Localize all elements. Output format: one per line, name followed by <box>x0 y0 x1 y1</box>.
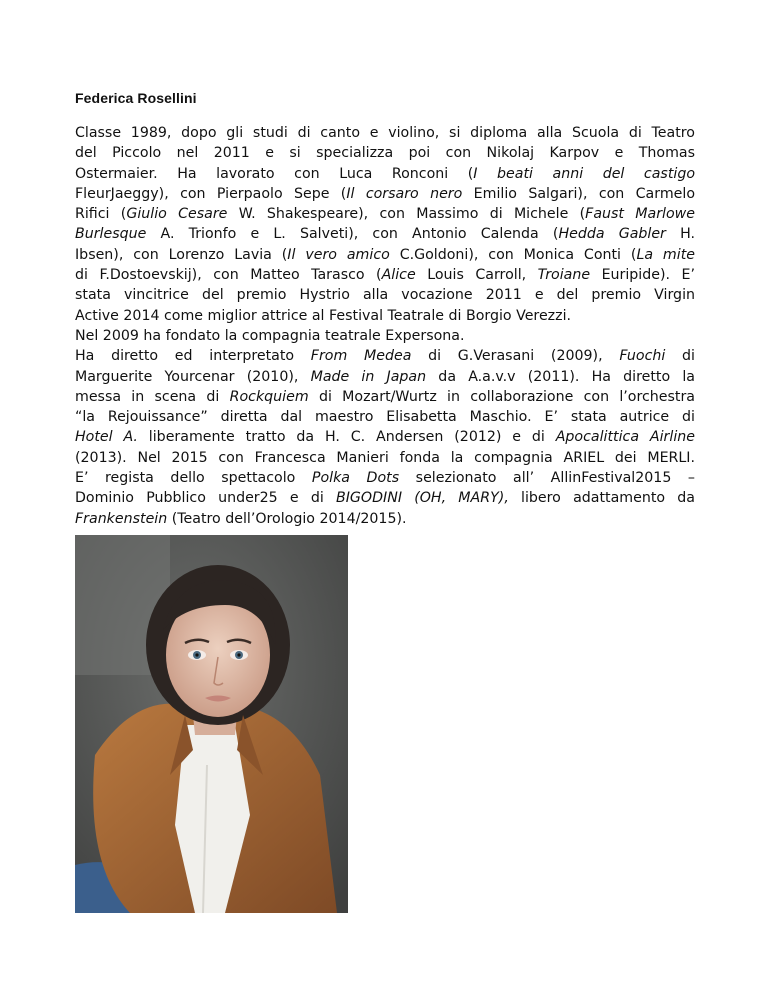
italic-title-text: Polka Dots <box>311 470 400 487</box>
bio-line <box>75 367 695 387</box>
bio-text: di F.Dostoevskij), con Matteo Tarasco ( <box>75 267 382 284</box>
bio-text: liberamente tratto da H. C. Andersen (2012) e di <box>137 429 556 446</box>
italic-title-text: Il vero amico <box>287 246 390 263</box>
bio-line <box>75 468 695 488</box>
bio-text: Ha diretto ed interpretato <box>75 348 311 365</box>
italic-title-text: Il corsaro nero <box>346 185 463 202</box>
bio-line <box>75 306 695 326</box>
italic-title-text: La mite <box>636 246 695 263</box>
bio-text: Ibsen), con Lorenzo Lavia ( <box>75 246 288 263</box>
bio-text: C.Goldoni), con Monica Conti ( <box>389 246 637 263</box>
bio-text: “la Rejouissance” diretta dal maestro Elisabetta Maschio. E’ stata autrice di <box>75 409 695 426</box>
italic-title-text: Fuochi <box>619 348 666 365</box>
italic-title-text: From Medea <box>310 348 412 365</box>
bio-text: Rifici ( <box>75 206 127 223</box>
bio-text: (2013). Nel 2015 con Francesca Manieri fonda la compagnia ARIEL dei MERLI. <box>75 449 695 466</box>
author-name-heading: Federica Rosellini <box>75 90 197 106</box>
italic-title-text: Hotel A. <box>75 429 138 446</box>
bio-text: H. <box>665 226 695 243</box>
bio-text: (Teatro dell’Orologio 2014/2015). <box>167 510 407 527</box>
bio-text: del Piccolo nel 2011 e si specializza poi con Nikolaj Karpov e Thomas <box>75 145 695 162</box>
bio-text: Marguerite Yourcenar (2010), <box>75 368 311 385</box>
bio-line <box>75 509 695 529</box>
bio-line <box>75 285 695 305</box>
bio-line <box>75 123 695 143</box>
bio-line <box>75 448 695 468</box>
italic-title-text: Alice <box>381 267 416 284</box>
bio-text: Dominio Pubblico under25 e di <box>75 490 337 507</box>
bio-text: Louis Carroll, <box>415 267 538 284</box>
bio-text: di <box>665 348 695 365</box>
bio-line <box>75 245 695 265</box>
bio-text: Active 2014 come miglior attrice al Festival Teatrale di Borgio Verezzi. <box>75 307 572 324</box>
italic-title-text: Made in Japan <box>310 368 427 385</box>
italic-title-text: Hedda Gabler <box>558 226 666 243</box>
bio-text: Euripide). E’ <box>590 267 695 284</box>
italic-title-text: Giulio Cesare <box>126 206 228 223</box>
bio-text: FleurJaeggy), con Pierpaolo Sepe ( <box>75 185 347 202</box>
italic-title-text: I beati anni del castigo <box>473 165 696 182</box>
bio-line <box>75 346 695 366</box>
bio-text: W. Shakespeare), con Massimo di Michele ( <box>227 206 586 223</box>
italic-title-text: Faust Marlowe <box>585 206 695 223</box>
bio-text: messa in scena di <box>75 388 230 405</box>
italic-title-text: Burlesque <box>75 226 147 243</box>
bio-line <box>75 488 695 508</box>
bio-line <box>75 387 695 407</box>
bio-text: libero adattamento da <box>508 490 695 507</box>
italic-title-text: Rockquiem <box>229 388 309 405</box>
bio-text: da A.a.v.v (2011). Ha diretto la <box>426 368 695 385</box>
bio-line <box>75 204 695 224</box>
bio-text: A. Trionfo e L. Salveti), con Antonio Calenda ( <box>146 226 559 243</box>
biography-paragraph <box>75 123 695 529</box>
bio-text: Ostermaier. Ha lavorato con Luca Ronconi ( <box>75 165 474 182</box>
bio-text: di G.Verasani (2009), <box>411 348 620 365</box>
bio-text: Nel 2009 ha fondato la compagnia teatrale Expersona. <box>75 327 465 344</box>
bio-text: Emilio Salgari), con Carmelo <box>462 185 696 202</box>
italic-title-text: Frankenstein <box>75 510 168 527</box>
italic-title-text: Apocalittica Airline <box>555 429 695 446</box>
italic-title-text: Troiane <box>537 267 591 284</box>
bio-text: di Mozart/Wurtz in collaborazione con l’orchestra <box>308 388 695 405</box>
bio-line <box>75 326 695 346</box>
bio-text: Classe 1989, dopo gli studi di canto e violino, si diploma alla Scuola di Teatro <box>75 125 695 141</box>
bio-line <box>75 265 695 285</box>
bio-line <box>75 143 695 163</box>
bio-text: selezionato all’ AllinFestival2015 – <box>399 470 695 487</box>
bio-line <box>75 224 695 244</box>
bio-line <box>75 407 695 427</box>
bio-line <box>75 164 695 184</box>
italic-title-text: BIGODINI (OH, MARY), <box>336 490 509 507</box>
bio-line <box>75 427 695 447</box>
bio-text: stata vincitrice del premio Hystrio alla vocazione 2011 e del premio Virgin <box>75 287 695 304</box>
portrait-photo <box>75 535 348 913</box>
bio-text: E’ regista dello spettacolo <box>75 470 312 487</box>
bio-line <box>75 184 695 204</box>
